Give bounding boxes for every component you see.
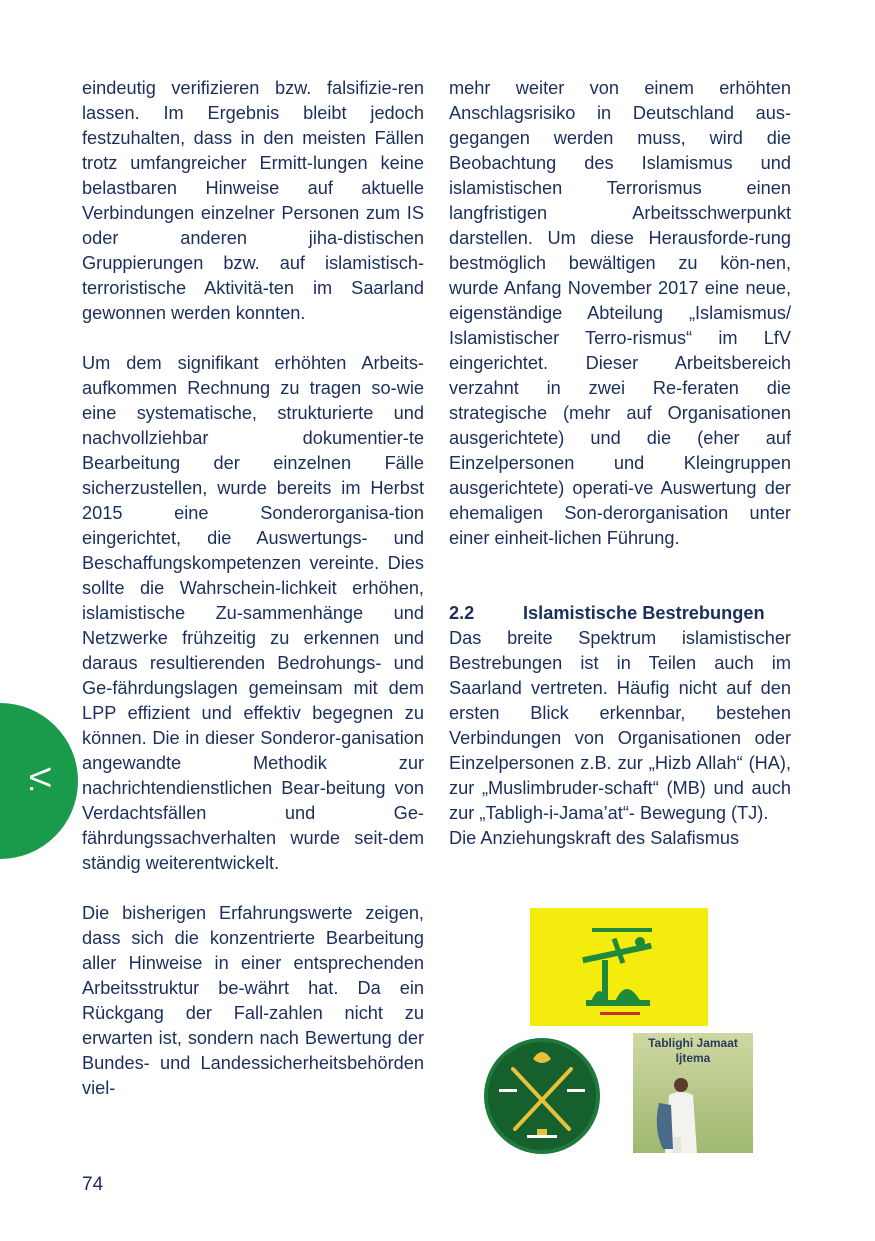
left-paragraph-3: Die bisherigen Erfahrungswerte zeigen, dass sich die konzentrierte Bearbeitung aller Hinweise in einer entsprechenden Arbeitsstruktur be-währt hat. Da ein Rückgang der Fall-zahlen nicht zu erwarten ist, sondern nach Bewertung der Bundes- und Landessicherheitsbehörden viel- (82, 903, 424, 1098)
right-paragraph-1: mehr weiter von einem erhöhten Anschlagsrisiko in Deutschland aus-gegangen werden muss, wird die Beobachtung des Islamismus und islamistischen Terrorismus einen langfristigen Arbeitsschwerpunkt darstellen. Um diese Herausforde-rung bestmöglich bewältigen zu kön-nen, wurde Anfang November 2017 eine neue, eigenständige Abteilung „Islamismus/ Islamistischer Terro-rismus“ im LfV eingerichtet. Dieser Arbeitsbereich verzahnt in zwei Re-feraten die strategische (mehr auf Organisationen ausgerichtete) und die (eher auf Einzelpersonen und Kleingruppen ausgerichtete) operati-ve Auswertung der ehemaligen Son-derorganisation unter einer einheit-lichen Führung. (449, 78, 791, 548)
left-paragraph-2: Um dem signifikant erhöhten Arbeits-aufkommen Rechnung zu tragen so-wie eine systematische, strukturierte und nachvollziehbar dokumentier-te Bearbeitung der einzelnen Fälle sicherzustellen, wurde bereits im Herbst 2015 eine Sonderorganisa-tion eingerichtet, die Auswertungs- und Beschaffungskompetenzen vereinte. Dies sollte die Wahrschein-lichkeit erhöhen, islamistische Zu-sammenhänge und Netzwerke frühzeitig zu erkennen und daraus resultierenden Bedrohungs- und Ge-fährdungslagen gemeinsam mit dem LPP effizient und effektiv begegnen zu können. Die in dieser Sonderor-ganisation angewandte Methodik zur nachrichtendienstlichen Bear-beitung von Verdachtsfällen und Ge-fährdungssachverhalten wurde seit-dem ständig weiterentwickelt. (82, 353, 424, 873)
left-paragraph-1: eindeutig verifizieren bzw. falsifizie-ren lassen. Im Ergebnis bleibt jedoch festzuhalten, dass in den meisten Fällen trotz umfangreicher Ermitt-lungen keine belastbaren Hinweise auf aktuelle Verbindungen einzelner Personen zum IS oder anderen jiha-distischen Gruppierungen bzw. auf islamistisch-terroristische Aktivitä-ten im Saarland gewonnen werden konnten. (82, 78, 424, 323)
left-text-column (82, 76, 424, 1101)
tablighi-jamaat-image (633, 1033, 753, 1153)
hezbollah-flag-image (530, 908, 708, 1026)
section-number: 2.2 (449, 603, 475, 623)
section-title: Islamistische Bestrebungen (523, 603, 765, 623)
tablighi-caption-line2: Ijtema (675, 1051, 711, 1065)
tablighi-caption-line1: Tablighi Jamaat (648, 1036, 738, 1050)
right-text-column (449, 76, 791, 851)
chapter-tab-label: V. (23, 767, 56, 793)
right-paragraph-3: Die Anziehungskraft des Salafismus (449, 828, 740, 848)
muslim-brotherhood-emblem-image (483, 1037, 601, 1155)
page-number: 74 (82, 1174, 104, 1195)
section-heading (449, 601, 791, 626)
right-paragraph-2: Das breite Spektrum islamistischer Bestrebungen ist in Teilen auch im Saarland vertreten. Häufig nicht auf den ersten Blick erkennbar, bestehen Verbindungen von Organisationen oder Einzelpersonen z.B. zur „Hizb Allah“ (HA), zur „Muslimbruder-schaft“ (MB) und auch zur „Tabligh-i-Jama’at“- Bewegung (TJ). (449, 628, 791, 823)
